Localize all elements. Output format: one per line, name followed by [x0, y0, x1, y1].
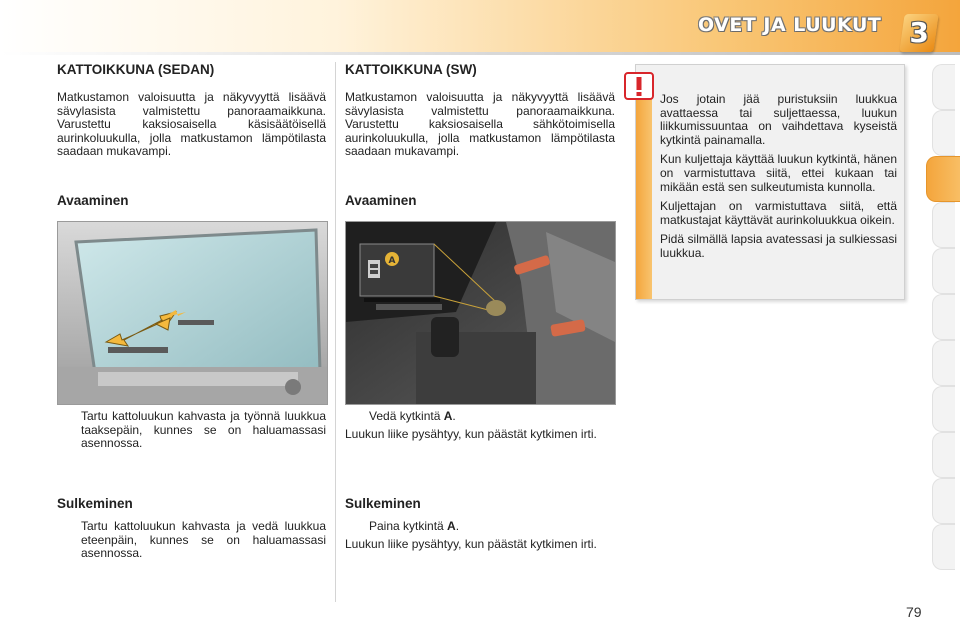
switch-label-a: A — [388, 256, 396, 266]
sedan-close-heading: Sulkeminen — [57, 496, 133, 511]
chapter-tab[interactable] — [932, 64, 955, 110]
chapter-tab-active[interactable] — [926, 156, 960, 202]
exclamation-icon — [624, 72, 654, 100]
chapter-title: OVET JA LUUKUT — [698, 14, 882, 36]
sedan-open-instruction — [57, 410, 326, 451]
page-number: 79 — [906, 604, 922, 620]
section-title-sedan: KATTOIKKUNA (SEDAN) — [57, 62, 215, 77]
sedan-roof-photo — [57, 221, 328, 405]
sw-open-note: Luukun liike pysähtyy, kun päästät kytkimen irti. — [345, 427, 597, 441]
sw-open-key: A — [443, 409, 453, 423]
chapter-tab[interactable] — [932, 432, 955, 478]
sw-close-suffix: . — [455, 519, 460, 533]
sw-open-text: Vedä kytkintä — [369, 409, 444, 423]
warning-text — [660, 93, 897, 267]
sw-intro: Matkustamon valoisuutta ja näkyvyyttä lisäävä sävylasista valmistettu panoraamaikkuna. Varustettu kaksiosaisella sähkötoimisella aurinkoluukulla, jolla matkustamon lämpötilasta saadaan mukavampi. — [345, 90, 615, 159]
sw-open-suffix: . — [452, 409, 456, 423]
warning-paragraph: Jos jotain jää puristuksiin luukkua avattaessa tai suljettaessa, luukun liikkumissuuntaa on vaihdettava kyseistä kytkintä painamalla. — [660, 92, 897, 147]
chapter-tab[interactable] — [932, 294, 955, 340]
warning-paragraph: Pidä silmällä lapsia avatessasi ja sulkiessasi luukkua. — [660, 232, 897, 260]
chapter-tabs — [926, 64, 960, 574]
sedan-close-text: Tartu kattoluukun kahvasta ja vedä luukkua eteenpäin, kunnes se on haluamassasi asennossa. — [81, 519, 326, 561]
sw-close-instruction — [345, 520, 615, 534]
section-title-sw: KATTOIKKUNA (SW) — [345, 62, 477, 77]
sw-open-instruction — [345, 410, 615, 424]
sw-close-key: A — [447, 519, 456, 533]
column-divider — [335, 62, 336, 602]
sedan-open-heading: Avaaminen — [57, 193, 129, 208]
chapter-tab[interactable] — [932, 386, 955, 432]
sw-switch-photo — [345, 221, 616, 405]
chapter-tab[interactable] — [932, 340, 955, 386]
sw-close-note: Luukun liike pysähtyy, kun päästät kytkimen irti. — [345, 537, 597, 551]
chapter-number: 3 — [909, 16, 929, 49]
chapter-tab[interactable] — [932, 248, 955, 294]
warning-paragraph: Kun kuljettaja käyttää luukun kytkintä, hänen on varmistuttava siitä, ettei kukaan tai mikään estä sen sulkeutumista kunnolla. — [660, 152, 897, 194]
warning-paragraph: Kuljettajan on varmistuttava siitä, että matkustajat käyttävät aurinkoluukkua oikein. — [660, 199, 897, 227]
sedan-close-instruction — [57, 520, 326, 561]
chapter-tab[interactable] — [932, 524, 955, 570]
sw-open-heading: Avaaminen — [345, 193, 417, 208]
warning-strip — [636, 89, 652, 299]
chapter-tab[interactable] — [932, 110, 955, 156]
sw-close-heading: Sulkeminen — [345, 496, 421, 511]
chapter-badge — [899, 14, 938, 52]
header-underline — [0, 52, 960, 55]
sedan-intro: Matkustamon valoisuutta ja näkyvyyttä lisäävä sävylasista valmistettu panoraamaikkuna. Varustettu kaksiosaisella käsisäätöisellä aurinkoluukulla, jolla matkustamon lämpötilasta saadaan mukavampi. — [57, 90, 326, 159]
chapter-tab[interactable] — [932, 202, 955, 248]
chapter-tab[interactable] — [932, 478, 955, 524]
sw-close-text: Paina kytkintä — [369, 519, 448, 533]
sedan-open-text: Tartu kattoluukun kahvasta ja työnnä luukkua taaksepäin, kunnes se on haluamassasi asennossa. — [81, 409, 326, 451]
